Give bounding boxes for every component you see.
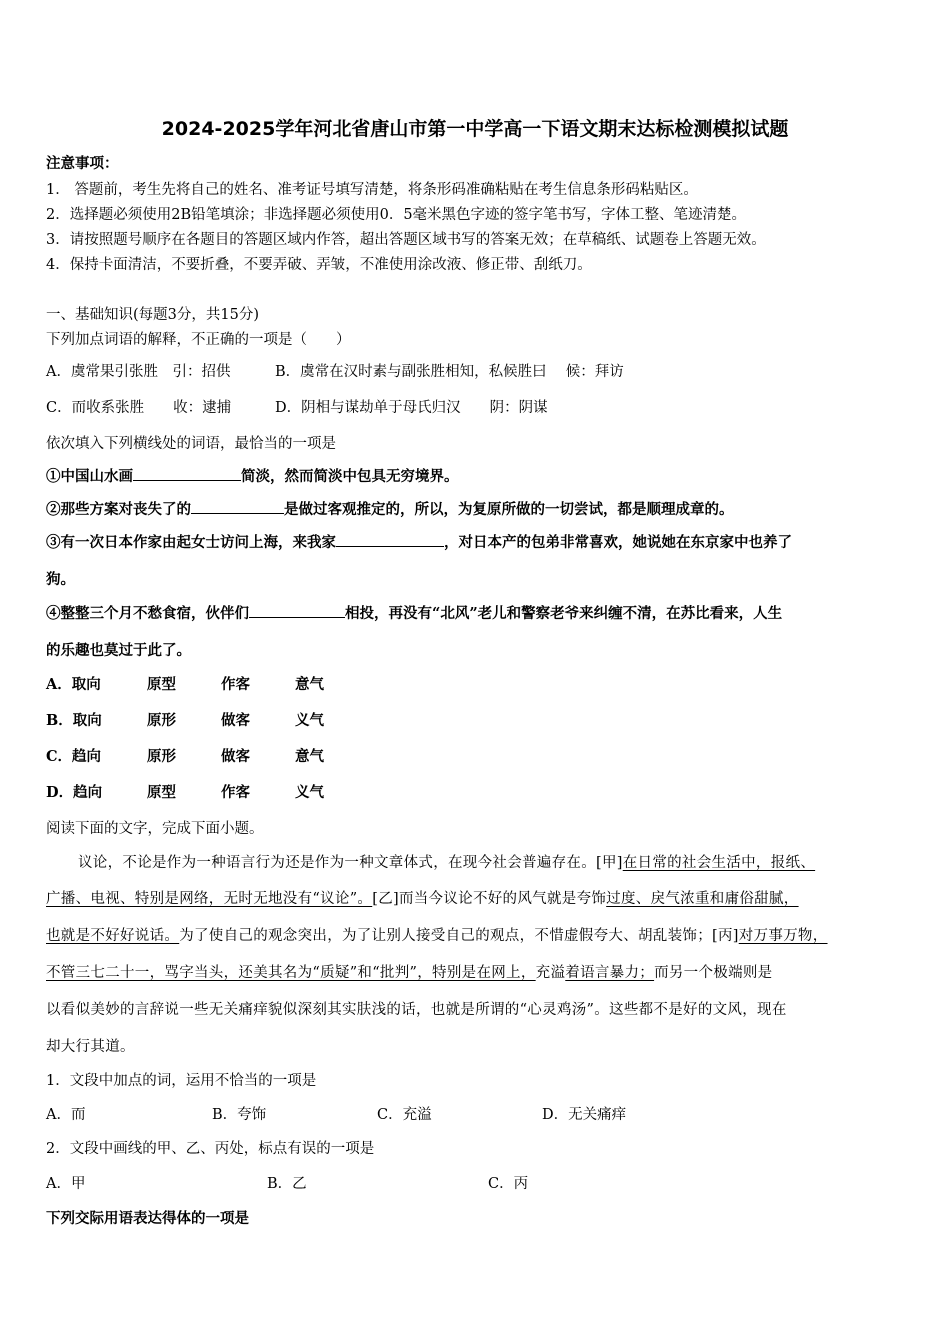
reading-q1-options: A．而 B．夸饰 C．充溢 D．无关痛痒 xyxy=(46,1107,627,1123)
passage-line-2: 广播、电视、特别是网络，无时无地没有“议论”。[乙]而当今议论不好的风气就是夸饰过度、戾气浓重和庸俗甜腻， xyxy=(46,891,799,907)
section-heading: 一、基础知识(每题3分，共15分) xyxy=(46,307,259,323)
q1-option-a: A．虞常果引张胜 引：招供 xyxy=(46,364,231,380)
notice-item-3: 3．请按照题号顺序在各题目的答题区域内作答，超出答题区域书写的答案无效；在草稿纸、试题卷上答题无效。 xyxy=(46,232,766,248)
blank-4 xyxy=(249,603,345,618)
q1-options-row-2 xyxy=(46,396,548,417)
q2-sentence-1: ①中国山水画 简淡，然而简淡中包具无穷境界。 xyxy=(46,468,459,485)
q2-sentence-3: ③有一次日本作家由起女士访问上海，来我家 ，对日本产的包弟非常喜欢，她说她在东京家中也养了 xyxy=(46,534,792,551)
page-title: 2024-2025学年河北省唐山市第一中学高一下语文期末达标检测模拟试题 xyxy=(161,118,789,140)
notice-heading: 注意事项： xyxy=(46,155,119,172)
q1-option-d: D．阴相与谋劫单于母氏归汉 阴：阴谋 xyxy=(275,400,548,416)
passage-line-5: 以看似美妙的言辞说一些无关痛痒貌似深刻其实肤浅的话，也就是所谓的“心灵鸡汤”。这些都不是好的文风，现在 xyxy=(46,1002,787,1018)
q2-option-c: C．趋向 原形 做客 意气 xyxy=(46,748,324,765)
q2-sentence-3-cont: 狗。 xyxy=(46,571,75,588)
q2-option-b: B．取向 原形 做客 义气 xyxy=(46,712,324,729)
notice-item-4: 4．保持卡面清洁，不要折叠，不要弄破、弄皱，不准使用涂改液、修正带、刮纸刀。 xyxy=(46,257,592,273)
q2-sentence-4: ④整整三个月不愁食宿，伙伴们 相投，再没有“北风”老儿和警察老爷来纠缠不清，在苏比看来，人生 xyxy=(46,605,783,622)
passage-line-6: 却大行其道。 xyxy=(46,1039,135,1055)
q2-stem: 依次填入下列横线处的词语，最恰当的一项是 xyxy=(46,436,336,452)
q1-option-b: B．虞常在汉时素与副张胜相知，私候胜曰 候：拜访 xyxy=(275,364,624,380)
passage-line-1: 议论，不论是作为一种语言行为还是作为一种文章体式，在现今社会普遍存在。[甲]在日常的社会生活中，报纸、 xyxy=(78,855,816,871)
q1-options-row-1 xyxy=(46,360,624,381)
passage-line-3: 也就是不好好说话。为了使自己的观念突出，为了让别人接受自己的观点，不惜虚假夸大、胡乱装饰；[丙]对万事万物， xyxy=(46,928,828,944)
reading-q2-stem: 2．文段中画线的甲、乙、丙处，标点有误的一项是 xyxy=(46,1141,375,1157)
q2-option-d: D．趋向 原型 作客 义气 xyxy=(46,784,324,801)
next-question-stem: 下列交际用语表达得体的一项是 xyxy=(46,1210,249,1227)
blank-2 xyxy=(191,499,284,514)
blank-3 xyxy=(336,532,444,547)
q2-sentence-4-cont: 的乐趣也莫过于此了。 xyxy=(46,642,191,659)
notice-item-1: 1． 答题前，考生先将自己的姓名、准考证号填写清楚，将条形码准确粘贴在考生信息条形码粘贴区。 xyxy=(46,182,698,198)
q2-sentence-2: ②那些方案对丧失了的 是做过客观推定的，所以，为复原所做的一切尝试，都是顺理成章的。 xyxy=(46,501,734,518)
passage-line-4: 不管三七二十一，骂字当头，还美其名为“质疑”和“批判”，特别是在网上，充溢着语言暴力；而另一个极端则是 xyxy=(46,965,773,981)
reading-q1-stem: 1．文段中加点的词，运用不恰当的一项是 xyxy=(46,1073,317,1089)
reading-q2-options: A．甲 B．乙 C．丙 xyxy=(46,1176,529,1192)
reading-intro: 阅读下面的文字，完成下面小题。 xyxy=(46,821,264,837)
q2-option-a: A．取向 原型 作客 意气 xyxy=(46,676,324,693)
notice-item-2: 2．选择题必须使用2B铅笔填涂；非选择题必须使用0．5毫米黑色字迹的签字笔书写，字体工整、笔迹清楚。 xyxy=(46,207,747,223)
q1-option-c: C．而收系张胜 收：逮捕 xyxy=(46,400,232,416)
q1-stem: 下列加点词语的解释，不正确的一项是（ ） xyxy=(46,332,351,348)
blank-1 xyxy=(133,466,241,481)
